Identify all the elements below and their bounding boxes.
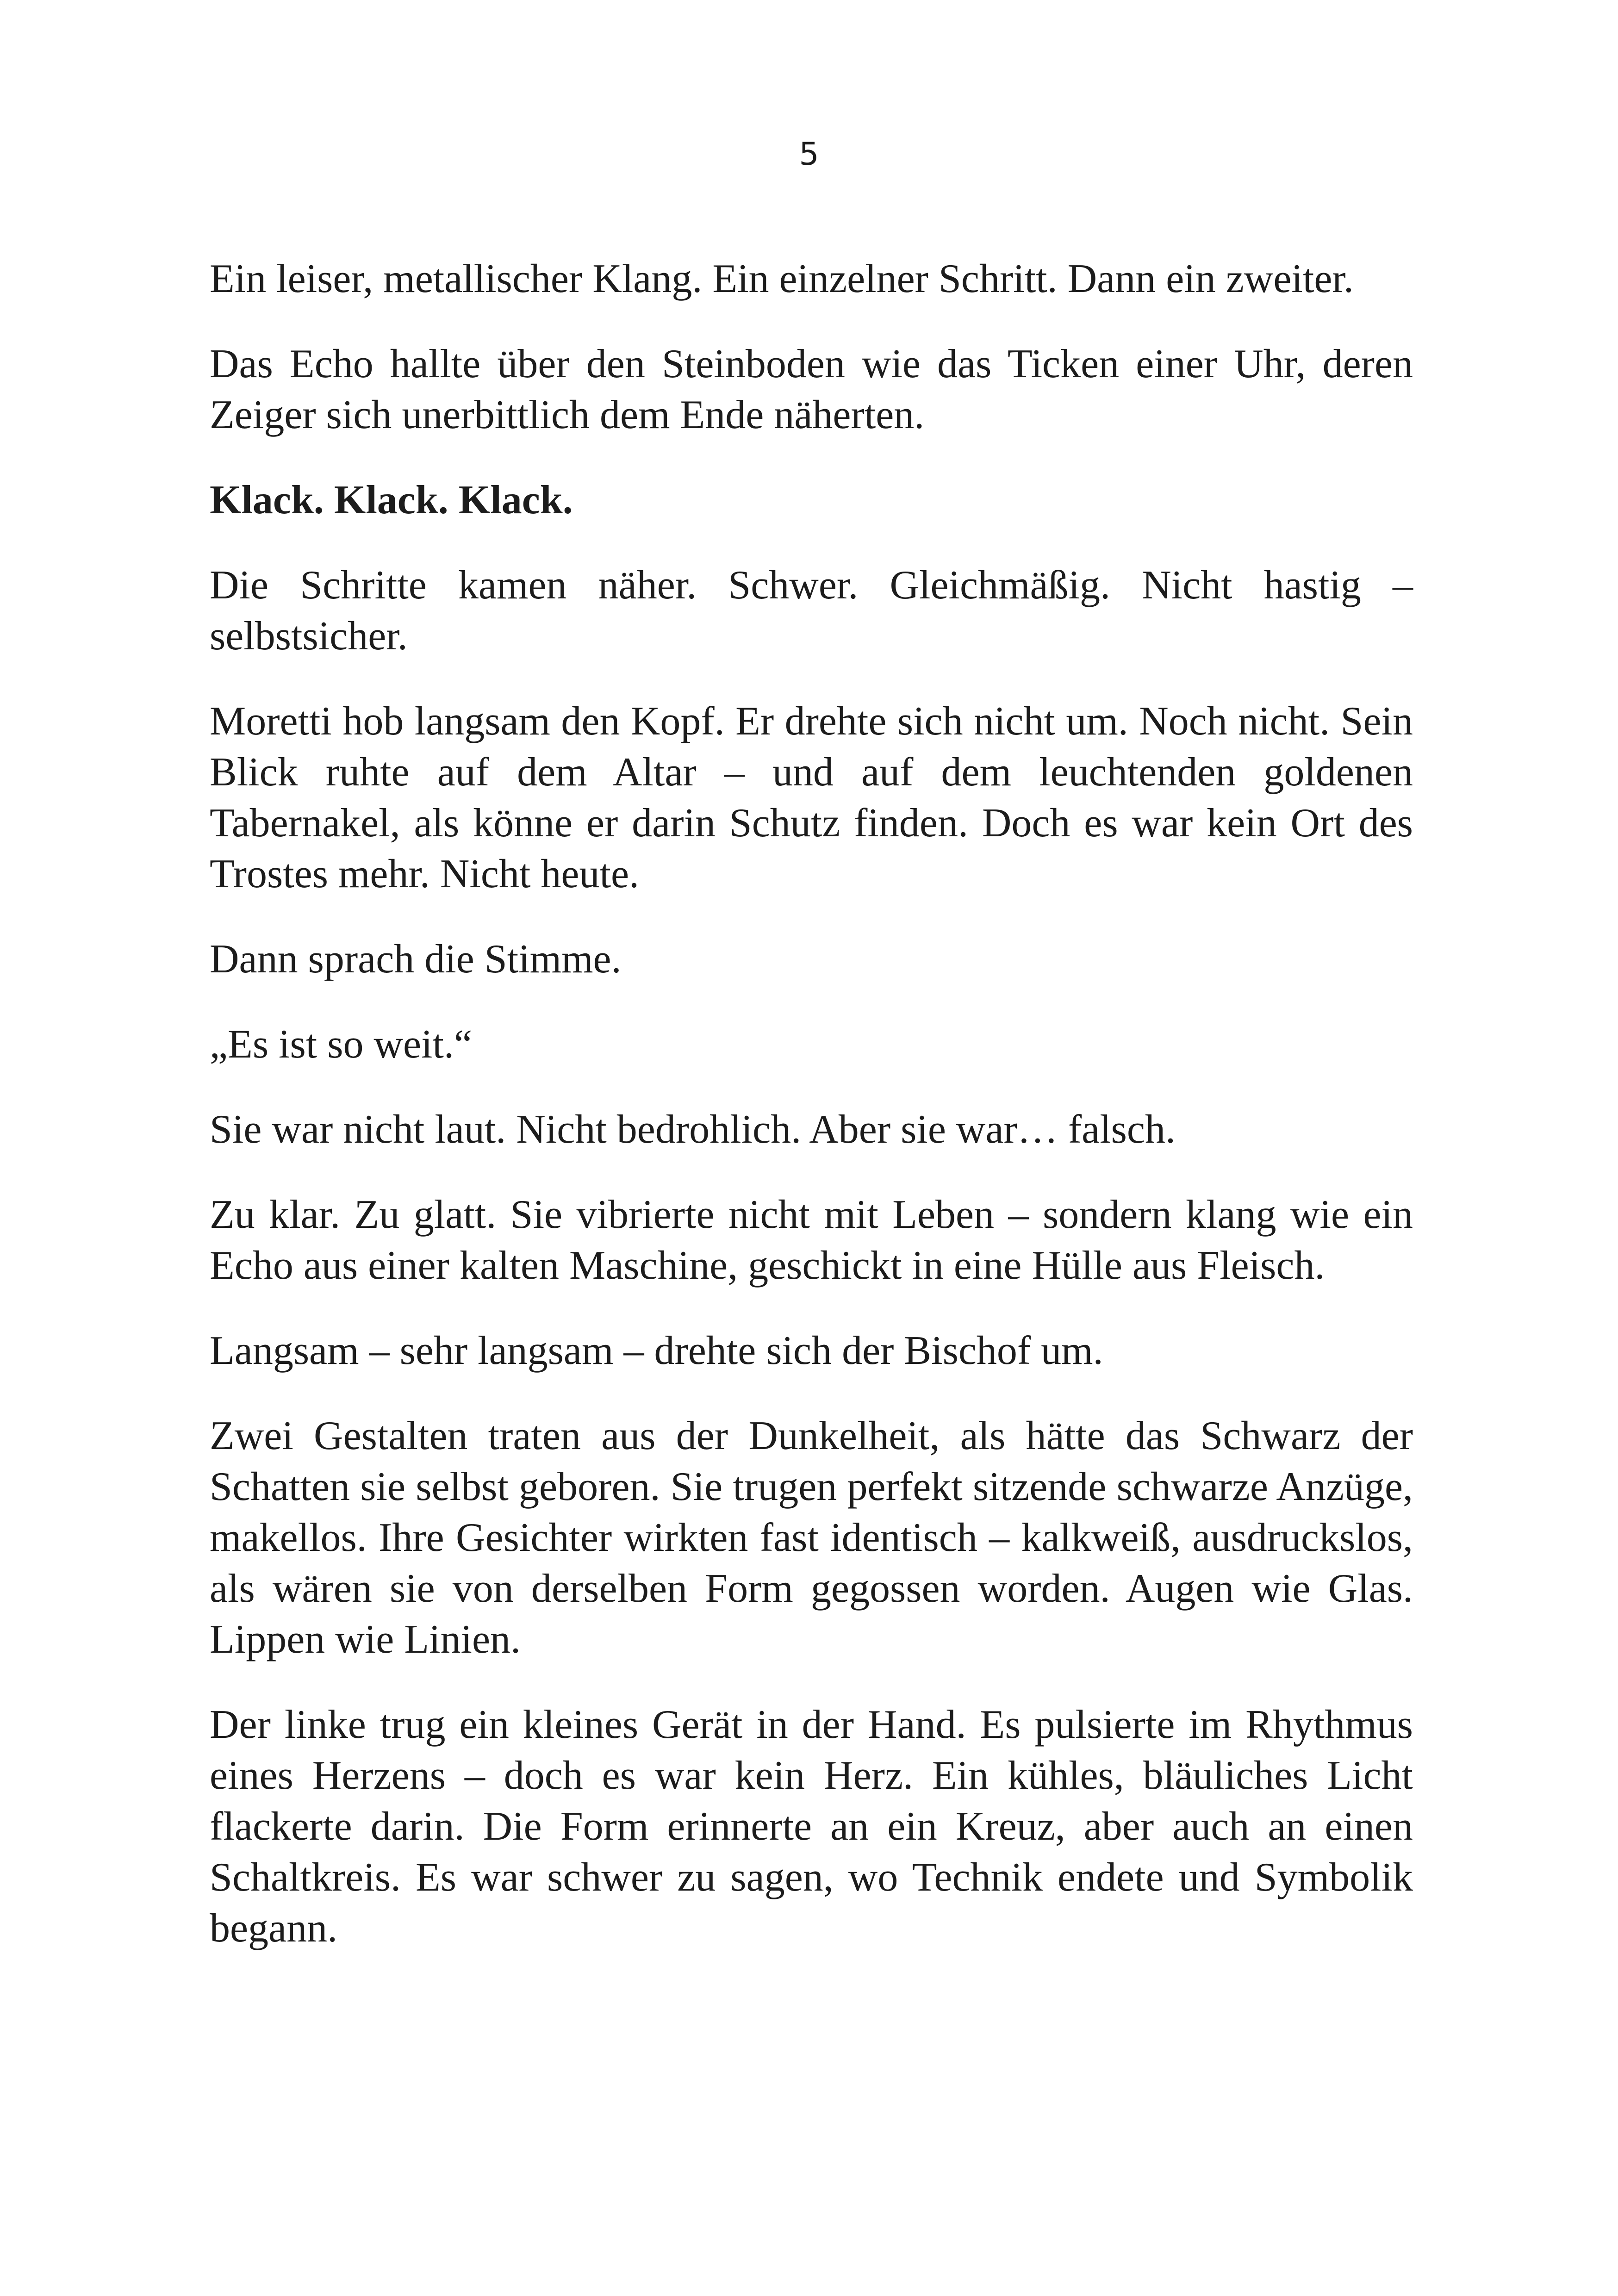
paragraph: Der linke trug ein kleines Gerät in der Hand. Es pulsierte im Rhythmus eines Herzens – doch es war kein Herz. Ein kühles, bläuliches Licht flackerte darin. Die Form erinnerte an ein Kreuz, aber auch an einen Schaltkreis. Es war schwer zu sagen, wo Technik endete und Symbolik begann.	[210, 1702, 1413, 1951]
bold-paragraph: Klack. Klack. Klack.	[210, 478, 573, 523]
page-number: 5	[799, 136, 819, 173]
paragraph: Die Schritte kamen näher. Schwer. Gleichmäßig. Nicht hastig – selbstsicher.	[210, 563, 1413, 659]
quote-paragraph: „Es ist so weit.“	[210, 1022, 473, 1067]
paragraph: Das Echo hallte über den Steinboden wie das Ticken einer Uhr, deren Zeiger sich unerbittlich dem Ende näherten.	[210, 342, 1413, 437]
paragraph: Moretti hob langsam den Kopf. Er drehte sich nicht um. Noch nicht. Sein Blick ruhte auf dem Altar – und auf dem leuchtenden goldenen Tabernakel, als könne er darin Schutz finden. Doch es war kein Ort des Trostes mehr. Nicht heute.	[210, 699, 1413, 896]
paragraph: Zwei Gestalten traten aus der Dunkelheit, als hätte das Schwarz der Schatten sie selbst geboren. Sie trugen perfekt sitzende schwarze Anzüge, makellos. Ihre Gesichter wirkten fast identisch – kalkweiß, ausdruckslos, als wären sie von derselben Form gegossen worden. Augen wie Glas. Lippen wie Linien.	[210, 1413, 1413, 1662]
paragraph: Ein leiser, metallischer Klang. Ein einzelner Schritt. Dann ein zweiter.	[210, 256, 1354, 301]
body-text	[210, 254, 1413, 1988]
paragraph: Dann sprach die Stimme.	[210, 937, 622, 982]
paragraph: Zu klar. Zu glatt. Sie vibrierte nicht mit Leben – sondern klang wie ein Echo aus einer kalten Maschine, geschickt in eine Hülle aus Fleisch.	[210, 1192, 1413, 1288]
paragraph: Sie war nicht laut. Nicht bedrohlich. Aber sie war… falsch.	[210, 1107, 1176, 1152]
paragraph: Langsam – sehr langsam – drehte sich der Bischof um.	[210, 1328, 1103, 1373]
